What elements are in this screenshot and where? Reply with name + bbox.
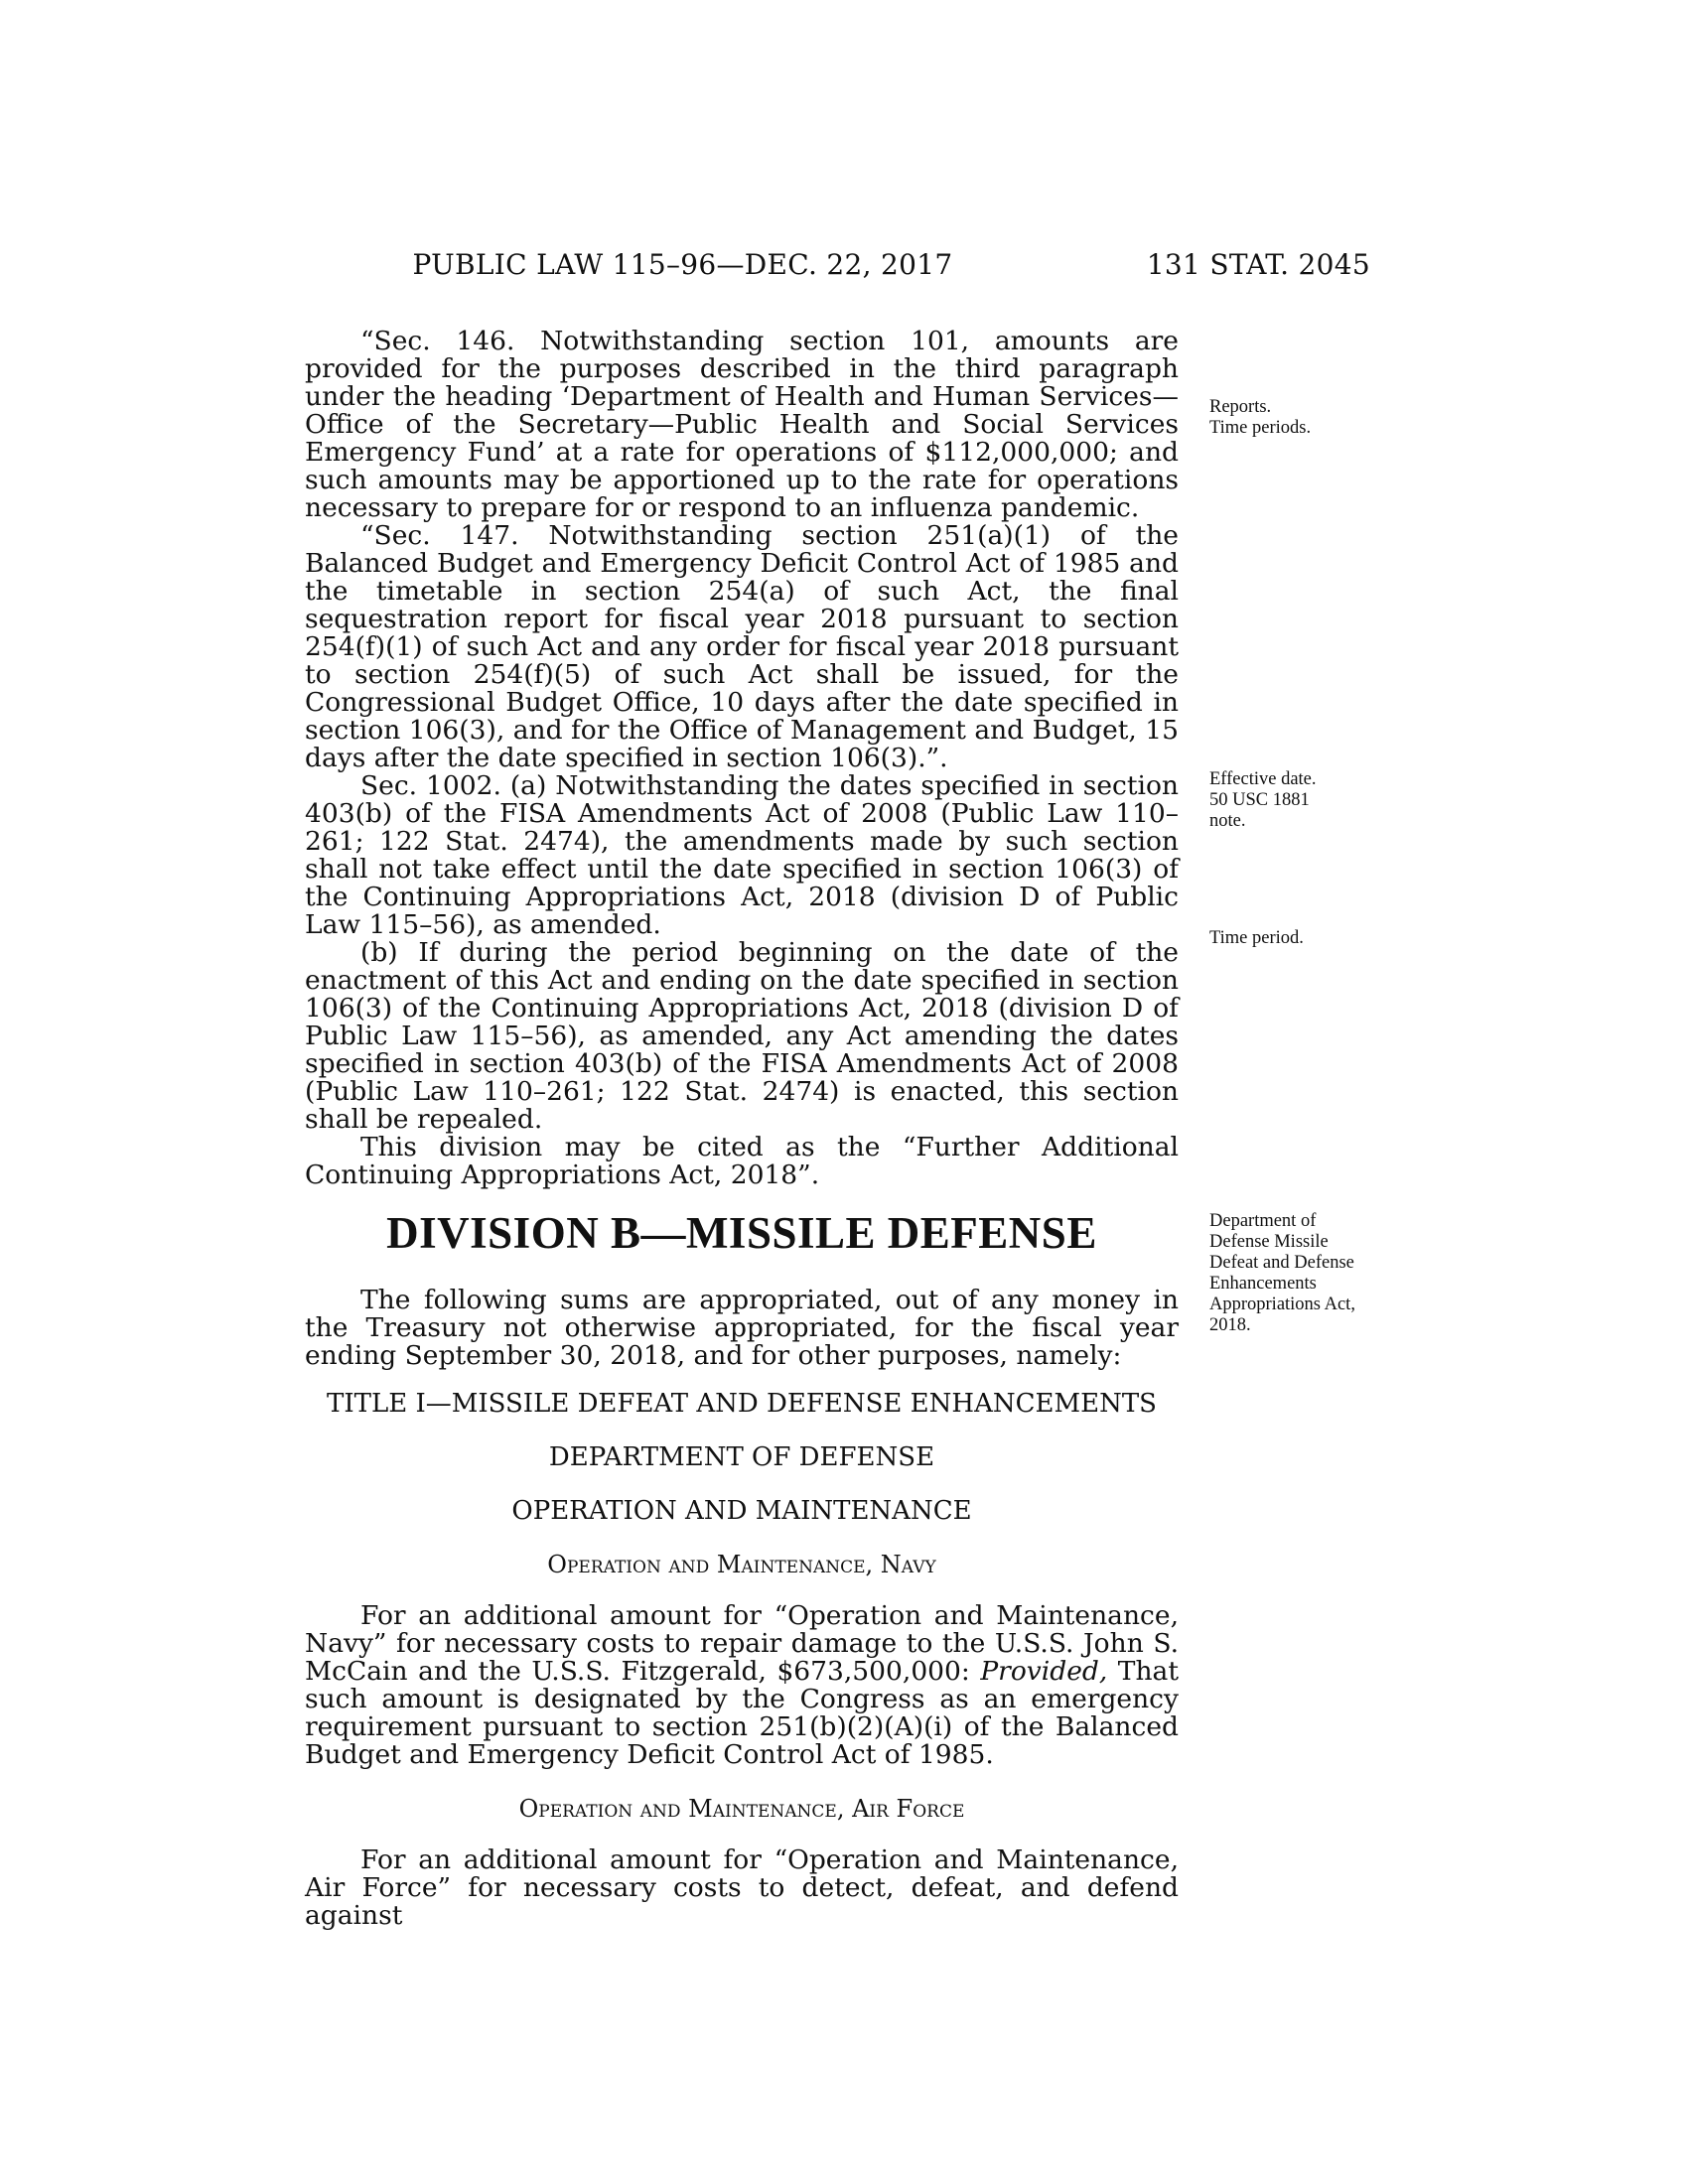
sidenote-act-name: Department of Defense Missile Defeat and Defense Enhancements Appropriations Act, 2018. <box>1209 1211 1355 1335</box>
sidenote-reports-label: Reports. <box>1209 397 1272 417</box>
section-146: “Sec. 146. Notwithstanding section 101, amounts are provided for the purposes described in the third paragraph under the heading ‘Department of Health and Human Services—Office of the Secretary—Public Health and Social Services Emergency Fund’ at a rate for operations of $112,000,000; and such amounts may be apportioned up to the rate for operations necessary to prepare for or respond to an influenza pandemic. <box>305 326 1179 523</box>
page-header-stat: 131 STAT. 2045 <box>1146 248 1370 281</box>
sidenote-reports <box>1209 397 1378 439</box>
section-1002-a: Sec. 1002. (a) Notwithstanding the dates specified in section 403(b) of the FISA Amendments Act of 2008 (Public Law 110–261; 122 Stat. 2474), the amendments made by such section shall not take effect until the date specified in section 106(3) of the Continuing Appropriations Act, 2018 (division D of Public Law 115–56), as amended. <box>305 770 1179 940</box>
section-147: “Sec. 147. Notwithstanding section 251(a)(1) of the Balanced Budget and Emergency Deficit Control Act of 1985 and the timetable in section 254(a) of such Act, the final sequestration report for fiscal year 2018 pursuant to section 254(f)(1) of such Act and any order for fiscal year 2018 pursuant to section 254(f)(5) of such Act shall be issued, for the Congressional Budget Office, 10 days after the date specified in section 106(3), and for the Office of Management and Budget, 15 days after the date specified in section 106(3).”. <box>305 520 1179 773</box>
sidenote-time-periods: Time periods. <box>1209 418 1312 438</box>
sidenote-effective-date <box>1209 769 1378 832</box>
sidenote-time-period: Time period. <box>1209 928 1304 948</box>
section-1002-b: (b) If during the period beginning on the date of the enactment of this Act and ending on the date specified in section 106(3) of the Continuing Appropriations Act, 2018 (division D of Public Law 115–56), as amended, any Act amending the dates specified in section 403(b) of the FISA Amendments Act of 2008 (Public Law 110–261; 122 Stat. 2474) is enacted, this section shall be repealed. <box>305 937 1179 1135</box>
navy-heading: Operation and Maintenance, Navy <box>547 1551 936 1578</box>
title-heading: TITLE I—MISSILE DEFEAT AND DEFENSE ENHANCEMENTS <box>327 1389 1157 1419</box>
department-heading: DEPARTMENT OF DEFENSE <box>548 1442 935 1472</box>
sidenote-note: note. <box>1209 811 1246 831</box>
citation-paragraph: This division may be cited as the “Further Additional Continuing Appropriations Act, 2018”. <box>305 1132 1179 1190</box>
page-header-title: PUBLIC LAW 115–96—DEC. 22, 2017 <box>412 248 953 281</box>
sidenote-effective-date-label: Effective date. <box>1209 769 1317 789</box>
navy-text-b: That such amount is designated by the Congress as an emergency requirement pursuant to section 251(b)(2)(A)(i) of the Balanced Budget and Emergency Deficit Control Act of 1985. <box>305 1656 1179 1770</box>
navy-paragraph <box>305 1602 1179 1769</box>
body-text <box>305 328 1179 1930</box>
division-intro: The following sums are appropriated, out of any money in the Treasury not otherwise appropriated, for the fiscal year ending September 30, 2018, and for other purposes, namely: <box>305 1285 1179 1371</box>
navy-provided: Provided, <box>980 1656 1108 1687</box>
division-heading: DIVISION B—MISSILE DEFENSE <box>386 1208 1097 1258</box>
air-force-paragraph: For an additional amount for “Operation and Maintenance, Air Force” for necessary costs to detect, defeat, and defend against <box>305 1844 1179 1931</box>
sidenote-usc: 50 USC 1881 <box>1209 790 1310 810</box>
category-heading: OPERATION AND MAINTENANCE <box>511 1496 972 1526</box>
navy-text-a: For an additional amount for “Operation and Maintenance, Navy” for necessary costs to repair damage to the U.S.S. John S. McCain and the U.S.S. Fitzgerald, $673,500,000: <box>305 1600 1179 1687</box>
air-force-heading: Operation and Maintenance, Air Force <box>518 1795 965 1823</box>
